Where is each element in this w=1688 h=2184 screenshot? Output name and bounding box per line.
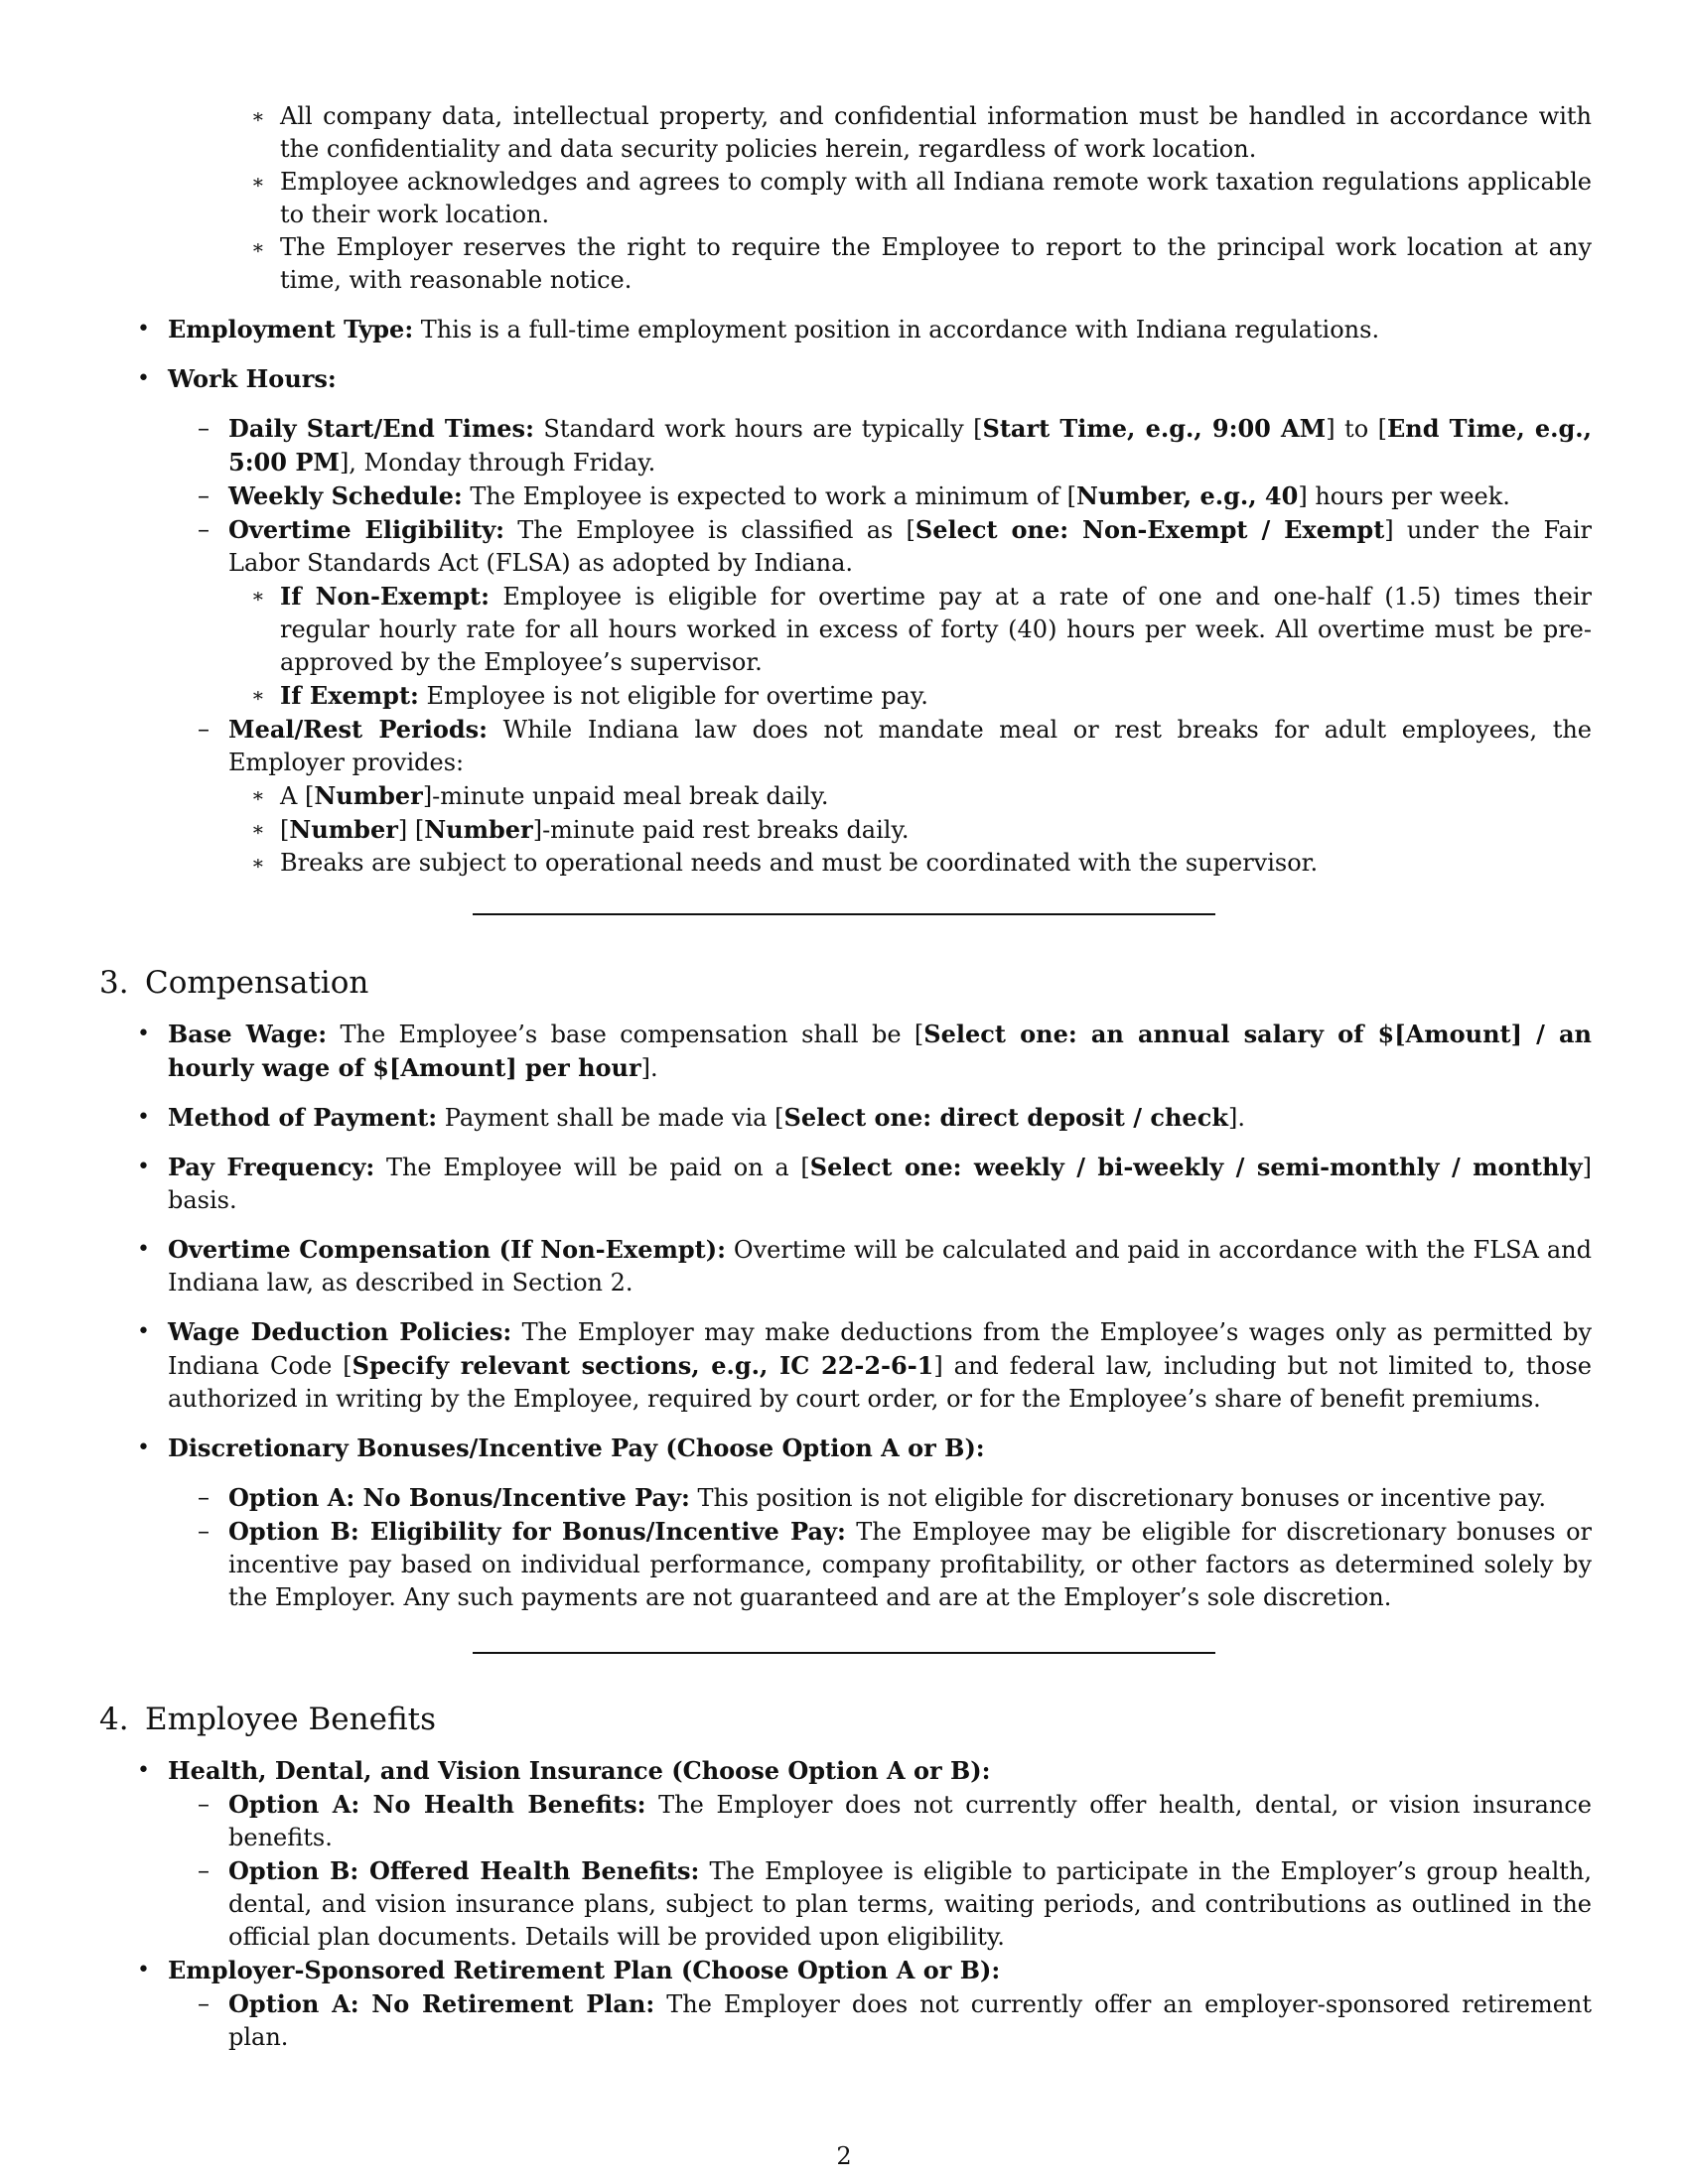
benefits-list (0, 1754, 1688, 2054)
bullet-marker: • (137, 1155, 150, 1179)
bonus-option-a: – Option A: No Bonus/Incentive Pay: This position is not eligible for discretionary bonuses or incentive pay. (198, 1483, 1546, 1512)
asterisk-marker: ∗ (251, 170, 265, 194)
bullet-marker: • (137, 317, 150, 341)
pay-frequency-item: • Pay Frequency: The Employee will be paid on a [Select one: weekly / bi-weekly / semi-monthly / monthly] basis. (137, 1153, 1592, 1214)
retirement-options-list (0, 1987, 1688, 2054)
list-item: ∗ All company data, intellectual property, and confidential information must be handled in accordance with the confidentiality and data security policies herein, regardless of work location. (251, 102, 1592, 163)
asterisk-marker: ∗ (251, 584, 265, 608)
bonus-option-b: – Option B: Eligibility for Bonus/Incentive Pay: The Employee may be eligible for discretionary bonuses or incentive pay based on individual performance, company profitability, or other factors as determined solely by the Employer. Any such payments are not guaranteed and are at the Employer’s sole discretion. (198, 1517, 1592, 1611)
bullet-marker: • (137, 1435, 150, 1460)
weekly-schedule-item: – Weekly Schedule: The Employee is expected to work a minimum of [Number, e.g., 40] hours per week. (198, 481, 1510, 510)
employment-terms-list (0, 313, 1688, 880)
dash-marker: – (198, 481, 210, 509)
asterisk-marker: ∗ (251, 104, 265, 128)
meal-rest-sublist (0, 779, 1688, 880)
bonus-item: • Discretionary Bonuses/Incentive Pay (Choose Option A or B): – Option A: No Bonus/Incentive Pay: This position is not eligible for discretionary bonuses or incentive pay. – Option B: Eligibility for Bonus/Incentive Pay: The Employee may be eligible for discretionary bonuses or incentive pay based on individual performance, company profitability, or other factors as determined solely by the Employer. Any such payments are not guaranteed and are at the Employer’s sole discretion. (0, 1432, 1688, 1614)
bullet-marker: • (137, 1105, 150, 1130)
section-heading-employee-benefits: 4. Employee Benefits (99, 1702, 436, 1737)
retirement-option-a: – Option A: No Retirement Plan: The Employer does not currently offer an employer-sponsored retirement plan. (198, 1989, 1593, 2051)
exempt-item: ∗ If Exempt: Employee is not eligible for overtime pay. (251, 681, 928, 710)
asterisk-marker: ∗ (251, 235, 265, 259)
dash-marker: – (198, 1989, 210, 2017)
compensation-list (0, 1018, 1688, 1614)
list-item: ∗ The Employer reserves the right to require the Employee to report to the principal work location at any time, with reasonable notice. (251, 233, 1592, 294)
bullet-marker: • (137, 1958, 150, 1982)
dash-marker: – (198, 715, 210, 743)
asterisk-marker: ∗ (251, 783, 265, 807)
work-arrangement-block (0, 100, 1688, 880)
work-hours-item: • Work Hours: – Daily Start/End Times: Standard work hours are typically [Start Time, e.g., 9:00 AM] to [End Time, e.g., 5:00 PM], Monday through Friday. – Weekly Schedule: The Employee is expected to work a minimum of [Number, e.g., 40] hours per week. – Overtime Eligibility: The Employee is classified as [Select one: Non-Exempt / Exempt] under the Fair Labor Standards Act (FLSA) as adopted by Indiana. ∗ If Non-Exempt: Employee is eligible for overtime pay at a rate of one and one-half (1.5) times their regular hourly rate for all hours worked in excess of forty (40) hours per week. All overtime must be pre-approved by the Employee’s supervisor. ∗ If Exempt: Employee is not eligible for overtime pay. – Meal/Rest Periods: While Indiana law does not mandate meal or rest breaks for adult employees, the Employer provides: ∗ A [Number]-minute unpaid meal break daily. ∗ [Number] [Number]-minute paid rest breaks daily. ∗ Breaks are subject to operational needs and must be coordinated with the supervisor. (0, 362, 1688, 880)
dash-marker: – (198, 1856, 210, 1884)
bullet-marker: • (137, 1022, 150, 1046)
retirement-plan-item: • Employer-Sponsored Retirement Plan (Choose Option A or B): – Option A: No Retirement Plan: The Employer does not currently offer an employer-sponsored retirement plan. (0, 1954, 1688, 2054)
dash-marker: – (198, 515, 210, 543)
page-number: 2 (836, 2142, 852, 2170)
health-option-b: – Option B: Offered Health Benefits: The Employee is eligible to participate in the Employer’s group health, dental, and vision insurance plans, subject to plan terms, waiting periods, and contributions as outlined in the official plan documents. Details will be provided upon eligibility. (198, 1856, 1593, 1951)
list-item: ∗ Employee acknowledges and agrees to comply with all Indiana remote work taxation regulations applicable to their work location. (251, 168, 1592, 228)
remote-work-list (0, 100, 1688, 297)
overtime-sublist (0, 580, 1688, 713)
list-item: ∗ [Number] [Number]-minute paid rest breaks daily. (251, 815, 910, 844)
non-exempt-item: ∗ If Non-Exempt: Employee is eligible for overtime pay at a rate of one and one-half (1.5) times their regular hourly rate for all hours worked in excess of forty (40) hours per week. All overtime must be pre-approved by the Employee’s supervisor. (251, 582, 1592, 676)
health-insurance-item: • Health, Dental, and Vision Insurance (Choose Option A or B): – Option A: No Health Benefits: The Employer does not currently offer health, dental, or vision insurance benefits. – Option B: Offered Health Benefits: The Employee is eligible to participate in the Employer’s group health, dental, and vision insurance plans, subject to plan terms, waiting periods, and contributions as outlined in the official plan documents. Details will be provided upon eligibility. (0, 1754, 1688, 1954)
dash-marker: – (198, 1790, 210, 1818)
bullet-marker: • (137, 1237, 150, 1262)
work-hours-sublist (0, 412, 1688, 880)
compensation-block (0, 1018, 1688, 1614)
meal-rest-item: – Meal/Rest Periods: While Indiana law does not mandate meal or rest breaks for adult employees, the Employer provides: ∗ A [Number]-minute unpaid meal break daily. ∗ [Number] [Number]-minute paid rest breaks daily. ∗ Breaks are subject to operational needs and must be coordinated with the supervisor. (0, 713, 1688, 880)
section-divider (473, 913, 1215, 915)
health-option-a: – Option A: No Health Benefits: The Employer does not currently offer health, dental, or vision insurance benefits. (198, 1790, 1592, 1851)
section-divider (473, 1652, 1215, 1654)
list-item: ∗ Breaks are subject to operational needs and must be coordinated with the supervisor. (0, 847, 1688, 880)
dash-marker: – (198, 1483, 210, 1511)
overtime-eligibility-item: – Overtime Eligibility: The Employee is classified as [Select one: Non-Exempt / Exempt] under the Fair Labor Standards Act (FLSA) as adopted by Indiana. ∗ If Non-Exempt: Employee is eligible for overtime pay at a rate of one and one-half (1.5) times their regular hourly rate for all hours worked in excess of forty (40) hours per week. All overtime must be pre-approved by the Employee’s supervisor. ∗ If Exempt: Employee is not eligible for overtime pay. (0, 513, 1688, 713)
employment-type-item: • Employment Type: This is a full-time employment position in accordance with Indiana regulations. (137, 315, 1380, 343)
asterisk-marker: ∗ (251, 683, 265, 707)
list-item: ∗ A [Number]-minute unpaid meal break daily. (251, 781, 829, 810)
base-wage-item: • Base Wage: The Employee’s base compensation shall be [Select one: an annual salary of $[Amount] / an hourly wage of $[Amount] per hour]. (137, 1020, 1592, 1082)
daily-times-item: – Daily Start/End Times: Standard work hours are typically [Start Time, e.g., 9:00 AM] to [End Time, e.g., 5:00 PM], Monday through Friday. (198, 414, 1592, 477)
asterisk-marker: ∗ (251, 817, 265, 841)
bonus-options-list (0, 1481, 1688, 1614)
payment-method-item: • Method of Payment: Payment shall be made via [Select one: direct deposit / check]. (137, 1103, 1245, 1132)
asterisk-marker: ∗ (251, 851, 265, 875)
health-options-list (0, 1788, 1688, 1954)
overtime-compensation-item: • Overtime Compensation (If Non-Exempt): Overtime will be calculated and paid in accordance with the FLSA and Indiana law, as described in Section 2. (137, 1235, 1592, 1297)
section-heading-compensation: 3. Compensation (99, 965, 369, 1001)
dash-marker: – (198, 414, 210, 442)
bullet-marker: • (137, 366, 150, 391)
benefits-block (0, 1754, 1688, 2054)
wage-deduction-item: • Wage Deduction Policies: The Employer may make deductions from the Employee’s wages only as permitted by Indiana Code [Specify relevant sections, e.g., IC 22-2-6-1] and federal law, including but not limited to, those authorized in writing by the Employee, required by court order, or for the Employee’s share of benefit premiums. (137, 1317, 1593, 1413)
bullet-marker: • (137, 1319, 150, 1344)
dash-marker: – (198, 1517, 210, 1545)
bullet-marker: • (137, 1758, 150, 1783)
